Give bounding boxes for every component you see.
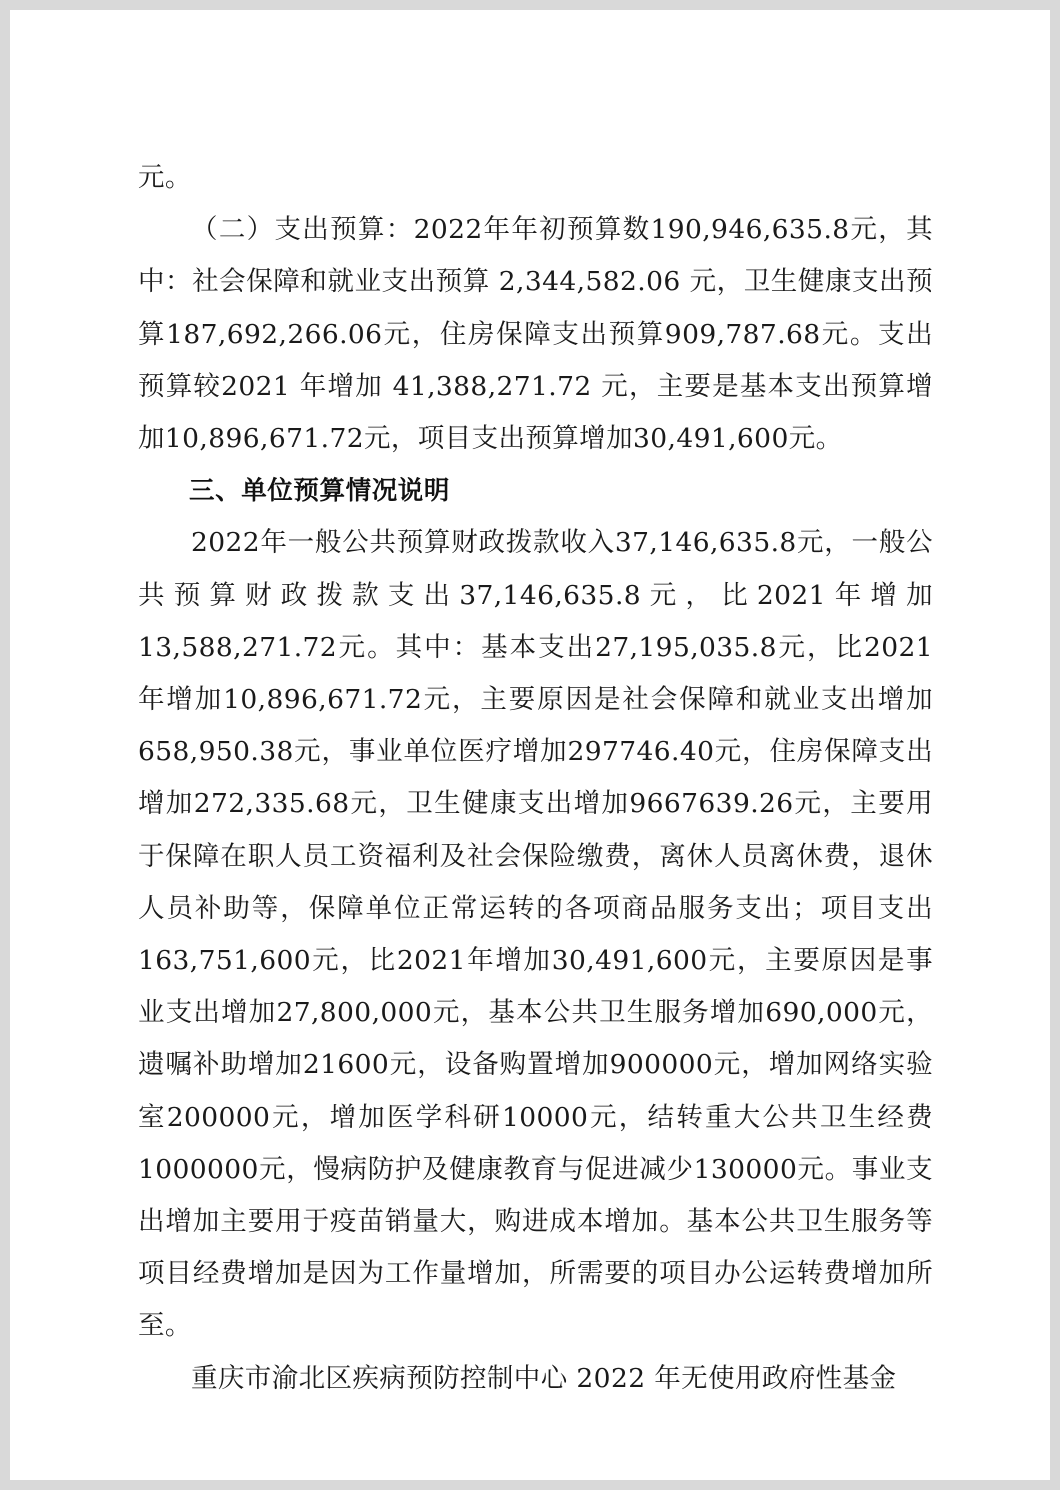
document-page [10,10,1050,1480]
section-heading-unit-budget: 三、单位预算情况说明 [189,476,451,507]
paragraph-government-fund: 重庆市渝北区疾病预防控制中心 2022 年无使用政府性基金 [191,1362,897,1394]
document-body [138,152,933,1405]
paragraph-general-public-budget: 2022年一般公共预算财政拨款收入37,146,635.8元，一般公共预算财政拨款支出37,146,635.8元，比2021年增加13,588,271.72元。其中：基本支出27,195,035.8元，比2021年增加10,896,671.72元，主要原因是社会保障和就业支出增加658,950.38元，事业单位医疗增加297746.40元，住房保障支出增加272,335.68元，卫生健康支出增加9667639.26元，主要用于保障在职人员工资福利及社会保险缴费，离休人员离休费，退休人员补助等，保障单位正常运转的各项商品服务支出；项目支出163,751,600元，比2021年增加30,491,600元，主要原因是事业支出增加27,800,000元，基本公共卫生服务增加690,000元，遗嘱补助增加21600元，设备购置增加900000元，增加网络实验室200000元，增加医学科研10000元，结转重大公共卫生经费1000000元，慢病防护及健康教育与促进减少130000元。事业支出增加主要用于疫苗销量大，购进成本增加。基本公共卫生服务等项目经费增加是因为工作量增加，所需要的项目办公运转费增加所至。 [138,527,933,1342]
paragraph-expenditure-budget: （二）支出预算：2022年年初预算数190,946,635.8元，其中：社会保障和就业支出预算 2,344,582.06 元，卫生健康支出预算187,692,266.06元，住房保障支出预算909,787.68元。支出预算较2021 年增加 41,388,271.72 元，主要是基本支出预算增加10,896,671.72元，项目支出预算增加30,491,600元。 [138,214,933,455]
paragraph-continuation: 元。 [138,162,192,193]
